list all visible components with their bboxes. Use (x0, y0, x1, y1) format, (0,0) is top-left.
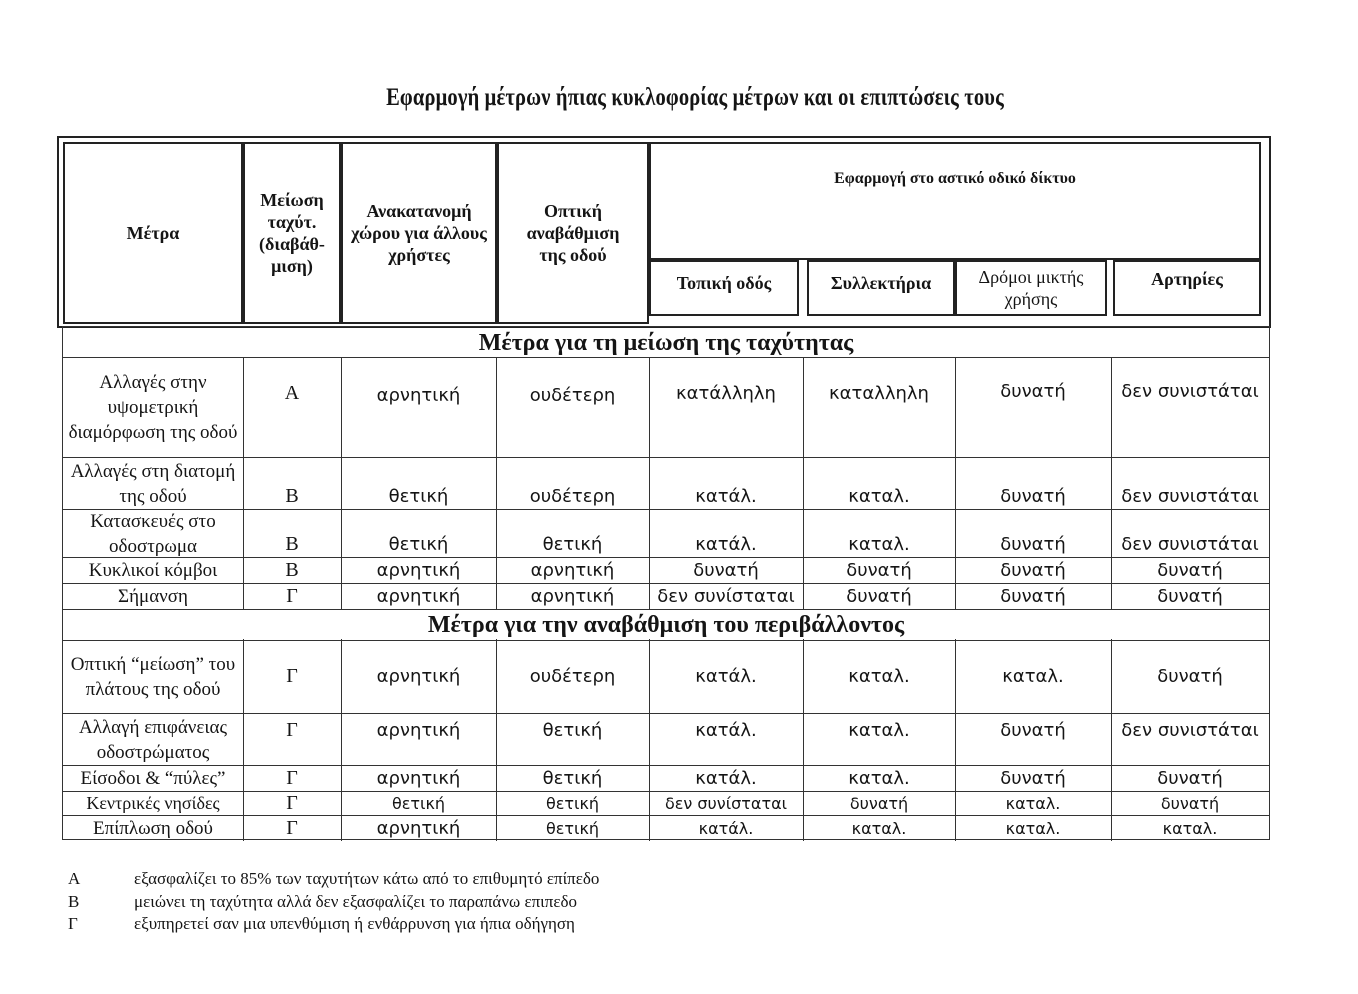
row-local: κατάλληλη (676, 383, 776, 404)
row-arterial: δεν συνιστάται (1121, 486, 1259, 507)
row-reallocation: θετική (391, 794, 446, 813)
row-arterial: δυνατή (1157, 586, 1223, 607)
row-label: Κυκλικοί κόμβοι (88, 560, 218, 581)
section-environment-upgrade: Μέτρα για την αναβάθμιση του περιβάλλοντος (63, 609, 1269, 641)
legend-item (68, 913, 599, 936)
row-collector: καταλ. (848, 720, 910, 741)
row-grade: Β (285, 485, 299, 507)
row-mixed: καταλ. (1005, 818, 1061, 838)
row-local: δεν συνίσταται (657, 586, 795, 607)
row-mixed: δυνατή (1000, 534, 1066, 555)
row-mixed: καταλ. (1002, 666, 1064, 687)
row-mixed: δυνατή (1000, 486, 1066, 507)
legend (68, 868, 599, 936)
header-space-reallocation: Ανακατανομή χώρου για άλλους χρήστες (341, 142, 497, 324)
header-collector: Συλλεκτήρια (807, 260, 955, 316)
row-visual: θετική (542, 534, 603, 555)
row-grade: Β (285, 533, 299, 555)
row-mixed: καταλ. (1005, 794, 1061, 813)
row-visual: θετική (542, 768, 603, 789)
row-local: δεν συνίσταται (664, 794, 788, 813)
row-collector: καταλ. (848, 534, 910, 555)
header-local-road: Τοπική οδός (649, 260, 799, 316)
row-collector: δυνατή (849, 794, 909, 813)
row-mixed: δυνατή (1000, 768, 1066, 789)
row-grade: Γ (286, 767, 298, 789)
row-grade: Γ (286, 719, 298, 741)
row-arterial: δυνατή (1157, 666, 1223, 687)
row-arterial: δεν συνιστάται (1121, 381, 1259, 402)
header-visual-upgrade: Οπτική αναβάθμιση της οδού (497, 142, 649, 324)
row-grade: Α (284, 382, 300, 404)
legend-item (68, 891, 599, 914)
measures-table (62, 326, 1270, 840)
row-grade: Γ (286, 585, 298, 607)
header-mixed-use: Δρόμοι μικτής χρήσης (955, 260, 1107, 316)
row-collector: καταλ. (851, 818, 907, 838)
row-label: Κεντρικές νησίδες (86, 793, 220, 813)
row-label: Είσοδοι & “πύλες” (80, 768, 226, 789)
legend-text: εξυπηρετεί σαν μια υπενθύμιση ή ενθάρρυνση για ήπια οδήγηση (134, 914, 575, 933)
row-visual: ουδέτερη (529, 486, 616, 507)
row-arterial: δεν συνιστάται (1121, 534, 1259, 555)
row-collector: δυνατή (846, 586, 912, 607)
row-local: κατάλ. (698, 818, 754, 838)
row-visual: θετική (545, 818, 600, 838)
document-title: Εφαρμογή μέτρων ήπιας κυκλοφορίας μέτρων και οι επιπτώσεις τους (386, 84, 1004, 111)
row-grade: Β (285, 559, 299, 581)
row-mixed: δυνατή (1000, 381, 1066, 402)
row-mixed: δυνατή (1000, 586, 1066, 607)
row-arterial: δεν συνιστάται (1121, 720, 1259, 741)
legend-text: μειώνει τη ταχύτητα αλλά δεν εξασφαλίζει το παραπάνω επιπεδο (134, 891, 577, 911)
row-label: Αλλαγές στην υψομετρική διαμόρφωση της οδού (68, 371, 238, 443)
row-reallocation: αρνητική (376, 768, 461, 789)
header-arterial: Αρτηρίες (1113, 260, 1261, 316)
row-arterial: δυνατή (1157, 768, 1223, 789)
legend-item (68, 868, 599, 891)
legend-key: Β (68, 891, 80, 911)
row-local: κατάλ. (695, 666, 757, 687)
row-local: δυνατή (693, 560, 759, 581)
row-collector: καταλ. (848, 768, 910, 789)
row-visual: αρνητική (530, 586, 615, 607)
row-collector: καταλληλη (829, 383, 929, 404)
row-label: Αλλαγή επιφάνειας οδοστρώματος (79, 716, 227, 763)
table-header (57, 136, 1271, 328)
row-reallocation: αρνητική (376, 560, 461, 581)
row-label: Αλλαγές στη διατομή της οδού (70, 460, 236, 507)
legend-key: Γ (68, 914, 78, 933)
row-label: Κατασκευές στο οδοστρωμα (90, 510, 216, 557)
row-collector: δυνατή (846, 560, 912, 581)
row-local: κατάλ. (695, 768, 757, 789)
row-local: κατάλ. (695, 534, 757, 555)
row-reallocation: θετική (388, 534, 449, 555)
row-visual: ουδέτερη (529, 385, 616, 406)
row-grade: Γ (286, 665, 298, 687)
row-visual: θετική (542, 720, 603, 741)
row-grade: Γ (286, 792, 298, 814)
header-speed-reduction: Μείωση ταχύτ. (διαβάθ-μιση) (243, 142, 341, 324)
legend-key: Α (68, 869, 81, 888)
row-mixed: δυνατή (1000, 560, 1066, 581)
row-label: Οπτική “μείωση” του πλάτους της οδού (70, 653, 236, 700)
row-reallocation: θετική (388, 486, 449, 507)
row-visual: αρνητική (530, 560, 615, 581)
row-grade: Γ (286, 816, 298, 839)
row-label: Σήμανση (118, 586, 188, 607)
row-collector: καταλ. (848, 666, 910, 687)
legend-text: εξασφαλίζει το 85% των ταχυτήτων κάτω από το επιθυμητό επίπεδο (134, 869, 600, 888)
row-arterial: καταλ. (1162, 818, 1218, 838)
row-arterial: δυνατή (1160, 794, 1220, 813)
row-local: κατάλ. (695, 720, 757, 741)
row-reallocation: αρνητική (376, 720, 461, 741)
row-reallocation: αρνητική (376, 817, 461, 839)
row-reallocation: αρνητική (376, 586, 461, 607)
row-visual: ουδέτερη (529, 666, 616, 687)
row-mixed: δυνατή (1000, 720, 1066, 741)
header-measures: Μέτρα (63, 142, 243, 324)
row-arterial: δυνατή (1157, 560, 1223, 581)
row-visual: θετική (545, 794, 600, 813)
row-reallocation: αρνητική (376, 666, 461, 687)
section-speed-reduction: Μέτρα για τη μείωση της ταχύτητας (63, 327, 1269, 358)
row-label: Επίπλωση οδού (93, 817, 213, 839)
row-reallocation: αρνητική (376, 385, 461, 406)
row-collector: καταλ. (848, 486, 910, 507)
header-urban-network: Εφαρμογή στο αστικό οδικό δίκτυο (649, 142, 1261, 260)
row-local: κατάλ. (695, 486, 757, 507)
